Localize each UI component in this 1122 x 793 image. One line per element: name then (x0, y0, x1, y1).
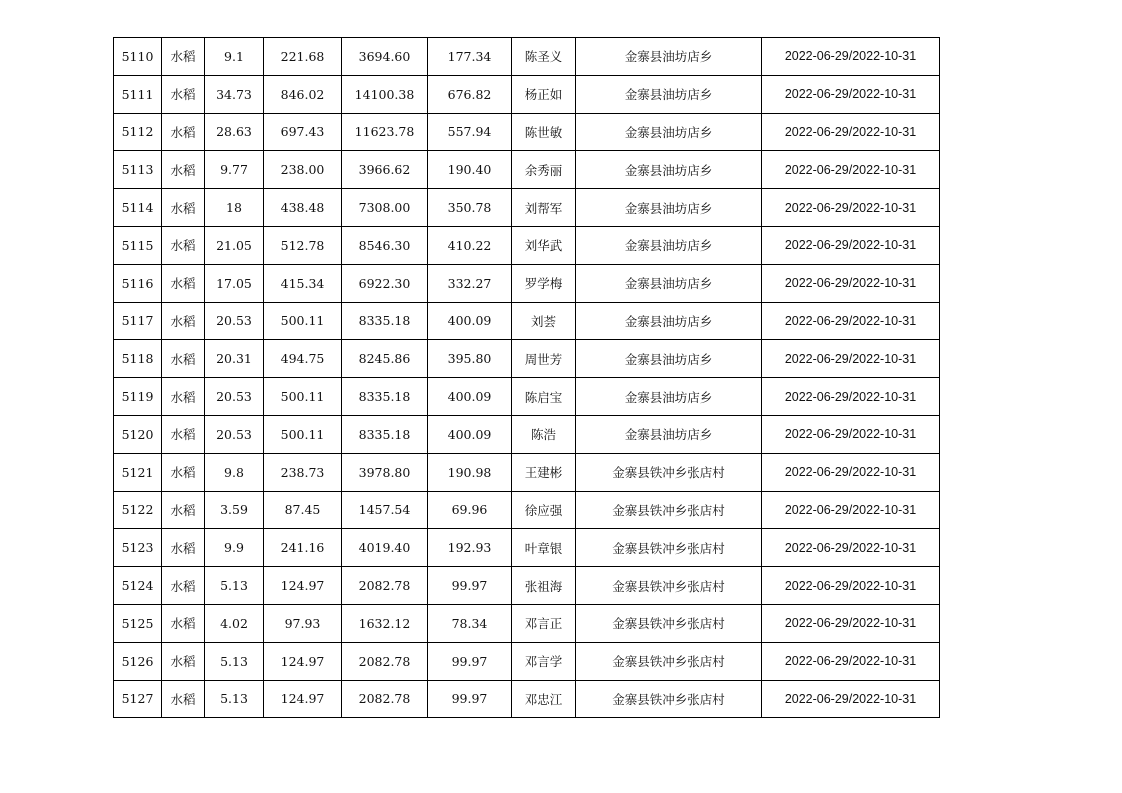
farmer-name-cell: 刘帮军 (512, 189, 576, 227)
address-cell: 金寨县铁冲乡张店村 (576, 453, 762, 491)
table-row (114, 226, 940, 264)
farmer-premium-cell: 676.82 (428, 75, 512, 113)
table-row (114, 642, 940, 680)
crop-cell: 水稻 (162, 151, 205, 189)
row-number-cell: 5111 (114, 75, 162, 113)
farmer-name-cell: 叶章银 (512, 529, 576, 567)
crop-cell: 水稻 (162, 378, 205, 416)
crop-cell: 水稻 (162, 75, 205, 113)
table-row (114, 529, 940, 567)
table-row (114, 264, 940, 302)
insurance-period-cell: 2022-06-29/2022-10-31 (762, 340, 940, 378)
insurance-period-cell: 2022-06-29/2022-10-31 (762, 604, 940, 642)
crop-cell: 水稻 (162, 415, 205, 453)
row-number-cell: 5117 (114, 302, 162, 340)
area-cell: 9.77 (205, 151, 264, 189)
area-cell: 28.63 (205, 113, 264, 151)
farmer-premium-cell: 99.97 (428, 642, 512, 680)
insured-amount-cell: 124.97 (264, 642, 342, 680)
premium-cell: 2082.78 (342, 680, 428, 718)
insured-amount-cell: 87.45 (264, 491, 342, 529)
premium-cell: 14100.38 (342, 75, 428, 113)
table-body (114, 38, 940, 718)
insurance-period-cell: 2022-06-29/2022-10-31 (762, 567, 940, 605)
row-number-cell: 5122 (114, 491, 162, 529)
crop-cell: 水稻 (162, 680, 205, 718)
premium-cell: 8546.30 (342, 226, 428, 264)
crop-cell: 水稻 (162, 226, 205, 264)
table-row (114, 415, 940, 453)
row-number-cell: 5120 (114, 415, 162, 453)
crop-cell: 水稻 (162, 38, 205, 76)
insured-amount-cell: 512.78 (264, 226, 342, 264)
row-number-cell: 5110 (114, 38, 162, 76)
insurance-period-cell: 2022-06-29/2022-10-31 (762, 529, 940, 567)
premium-cell: 3694.60 (342, 38, 428, 76)
farmer-name-cell: 陈圣义 (512, 38, 576, 76)
farmer-name-cell: 王建彬 (512, 453, 576, 491)
premium-cell: 1632.12 (342, 604, 428, 642)
crop-cell: 水稻 (162, 189, 205, 227)
area-cell: 9.8 (205, 453, 264, 491)
farmer-name-cell: 余秀丽 (512, 151, 576, 189)
farmer-name-cell: 周世芳 (512, 340, 576, 378)
area-cell: 9.9 (205, 529, 264, 567)
farmer-premium-cell: 190.40 (428, 151, 512, 189)
farmer-premium-cell: 99.97 (428, 680, 512, 718)
address-cell: 金寨县油坊店乡 (576, 302, 762, 340)
insured-amount-cell: 415.34 (264, 264, 342, 302)
farmer-premium-cell: 395.80 (428, 340, 512, 378)
crop-cell: 水稻 (162, 567, 205, 605)
table-row (114, 189, 940, 227)
premium-cell: 2082.78 (342, 642, 428, 680)
insured-amount-cell: 846.02 (264, 75, 342, 113)
insurance-period-cell: 2022-06-29/2022-10-31 (762, 75, 940, 113)
premium-cell: 11623.78 (342, 113, 428, 151)
farmer-premium-cell: 557.94 (428, 113, 512, 151)
insurance-period-cell: 2022-06-29/2022-10-31 (762, 680, 940, 718)
table-row (114, 340, 940, 378)
insurance-period-cell: 2022-06-29/2022-10-31 (762, 264, 940, 302)
farmer-premium-cell: 192.93 (428, 529, 512, 567)
premium-cell: 4019.40 (342, 529, 428, 567)
insured-amount-cell: 494.75 (264, 340, 342, 378)
address-cell: 金寨县油坊店乡 (576, 38, 762, 76)
area-cell: 4.02 (205, 604, 264, 642)
farmer-name-cell: 刘荟 (512, 302, 576, 340)
address-cell: 金寨县油坊店乡 (576, 226, 762, 264)
insurance-period-cell: 2022-06-29/2022-10-31 (762, 151, 940, 189)
address-cell: 金寨县油坊店乡 (576, 151, 762, 189)
insured-amount-cell: 221.68 (264, 38, 342, 76)
row-number-cell: 5113 (114, 151, 162, 189)
insured-amount-cell: 241.16 (264, 529, 342, 567)
crop-cell: 水稻 (162, 264, 205, 302)
crop-cell: 水稻 (162, 453, 205, 491)
crop-cell: 水稻 (162, 491, 205, 529)
insured-amount-cell: 238.73 (264, 453, 342, 491)
row-number-cell: 5115 (114, 226, 162, 264)
address-cell: 金寨县油坊店乡 (576, 340, 762, 378)
table-row (114, 151, 940, 189)
area-cell: 20.53 (205, 378, 264, 416)
crop-cell: 水稻 (162, 529, 205, 567)
table-row (114, 680, 940, 718)
crop-cell: 水稻 (162, 113, 205, 151)
row-number-cell: 5114 (114, 189, 162, 227)
insured-amount-cell: 500.11 (264, 415, 342, 453)
row-number-cell: 5125 (114, 604, 162, 642)
farmer-name-cell: 陈浩 (512, 415, 576, 453)
table-row (114, 604, 940, 642)
area-cell: 5.13 (205, 680, 264, 718)
row-number-cell: 5124 (114, 567, 162, 605)
insured-amount-cell: 697.43 (264, 113, 342, 151)
premium-cell: 3966.62 (342, 151, 428, 189)
insurance-period-cell: 2022-06-29/2022-10-31 (762, 226, 940, 264)
area-cell: 34.73 (205, 75, 264, 113)
table-row (114, 302, 940, 340)
table-row (114, 113, 940, 151)
area-cell: 5.13 (205, 642, 264, 680)
farmer-premium-cell: 400.09 (428, 415, 512, 453)
premium-cell: 8335.18 (342, 378, 428, 416)
address-cell: 金寨县油坊店乡 (576, 378, 762, 416)
insurance-period-cell: 2022-06-29/2022-10-31 (762, 453, 940, 491)
row-number-cell: 5123 (114, 529, 162, 567)
address-cell: 金寨县油坊店乡 (576, 75, 762, 113)
address-cell: 金寨县铁冲乡张店村 (576, 491, 762, 529)
insured-amount-cell: 238.00 (264, 151, 342, 189)
area-cell: 5.13 (205, 567, 264, 605)
address-cell: 金寨县铁冲乡张店村 (576, 567, 762, 605)
premium-cell: 7308.00 (342, 189, 428, 227)
insurance-table-sheet (113, 37, 940, 718)
address-cell: 金寨县油坊店乡 (576, 415, 762, 453)
insurance-period-cell: 2022-06-29/2022-10-31 (762, 113, 940, 151)
farmer-premium-cell: 400.09 (428, 378, 512, 416)
insurance-table (113, 37, 940, 718)
insurance-period-cell: 2022-06-29/2022-10-31 (762, 378, 940, 416)
premium-cell: 6922.30 (342, 264, 428, 302)
address-cell: 金寨县油坊店乡 (576, 264, 762, 302)
premium-cell: 8335.18 (342, 415, 428, 453)
table-row (114, 567, 940, 605)
farmer-name-cell: 徐应强 (512, 491, 576, 529)
farmer-name-cell: 杨正如 (512, 75, 576, 113)
insurance-period-cell: 2022-06-29/2022-10-31 (762, 491, 940, 529)
farmer-premium-cell: 69.96 (428, 491, 512, 529)
insurance-period-cell: 2022-06-29/2022-10-31 (762, 302, 940, 340)
crop-cell: 水稻 (162, 302, 205, 340)
farmer-name-cell: 张祖海 (512, 567, 576, 605)
farmer-premium-cell: 99.97 (428, 567, 512, 605)
table-row (114, 491, 940, 529)
row-number-cell: 5116 (114, 264, 162, 302)
insured-amount-cell: 500.11 (264, 378, 342, 416)
area-cell: 17.05 (205, 264, 264, 302)
farmer-premium-cell: 78.34 (428, 604, 512, 642)
area-cell: 3.59 (205, 491, 264, 529)
premium-cell: 8245.86 (342, 340, 428, 378)
farmer-premium-cell: 332.27 (428, 264, 512, 302)
crop-cell: 水稻 (162, 642, 205, 680)
premium-cell: 2082.78 (342, 567, 428, 605)
crop-cell: 水稻 (162, 604, 205, 642)
farmer-name-cell: 刘华武 (512, 226, 576, 264)
premium-cell: 3978.80 (342, 453, 428, 491)
insured-amount-cell: 97.93 (264, 604, 342, 642)
area-cell: 20.53 (205, 415, 264, 453)
insured-amount-cell: 438.48 (264, 189, 342, 227)
address-cell: 金寨县铁冲乡张店村 (576, 604, 762, 642)
insurance-period-cell: 2022-06-29/2022-10-31 (762, 38, 940, 76)
farmer-premium-cell: 400.09 (428, 302, 512, 340)
address-cell: 金寨县铁冲乡张店村 (576, 529, 762, 567)
row-number-cell: 5126 (114, 642, 162, 680)
insured-amount-cell: 500.11 (264, 302, 342, 340)
premium-cell: 8335.18 (342, 302, 428, 340)
area-cell: 20.53 (205, 302, 264, 340)
row-number-cell: 5119 (114, 378, 162, 416)
area-cell: 21.05 (205, 226, 264, 264)
farmer-premium-cell: 410.22 (428, 226, 512, 264)
farmer-name-cell: 邓忠江 (512, 680, 576, 718)
row-number-cell: 5118 (114, 340, 162, 378)
farmer-name-cell: 陈世敏 (512, 113, 576, 151)
area-cell: 20.31 (205, 340, 264, 378)
area-cell: 9.1 (205, 38, 264, 76)
farmer-premium-cell: 350.78 (428, 189, 512, 227)
insurance-period-cell: 2022-06-29/2022-10-31 (762, 189, 940, 227)
table-row (114, 378, 940, 416)
insured-amount-cell: 124.97 (264, 680, 342, 718)
area-cell: 18 (205, 189, 264, 227)
premium-cell: 1457.54 (342, 491, 428, 529)
table-row (114, 453, 940, 491)
farmer-premium-cell: 177.34 (428, 38, 512, 76)
table-row (114, 38, 940, 76)
row-number-cell: 5127 (114, 680, 162, 718)
address-cell: 金寨县油坊店乡 (576, 189, 762, 227)
insurance-period-cell: 2022-06-29/2022-10-31 (762, 642, 940, 680)
address-cell: 金寨县油坊店乡 (576, 113, 762, 151)
farmer-name-cell: 陈启宝 (512, 378, 576, 416)
insurance-period-cell: 2022-06-29/2022-10-31 (762, 415, 940, 453)
address-cell: 金寨县铁冲乡张店村 (576, 680, 762, 718)
farmer-premium-cell: 190.98 (428, 453, 512, 491)
farmer-name-cell: 邓言学 (512, 642, 576, 680)
insured-amount-cell: 124.97 (264, 567, 342, 605)
row-number-cell: 5112 (114, 113, 162, 151)
crop-cell: 水稻 (162, 340, 205, 378)
farmer-name-cell: 邓言正 (512, 604, 576, 642)
table-row (114, 75, 940, 113)
address-cell: 金寨县铁冲乡张店村 (576, 642, 762, 680)
farmer-name-cell: 罗学梅 (512, 264, 576, 302)
row-number-cell: 5121 (114, 453, 162, 491)
